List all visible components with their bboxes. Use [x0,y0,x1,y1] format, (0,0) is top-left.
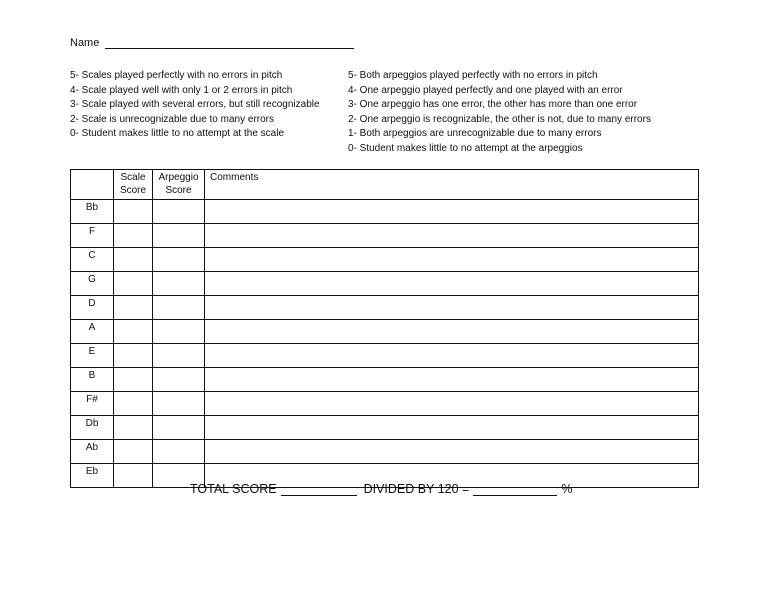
scale-rubric [70,69,320,142]
arpeggio-rubric-item: 0- Student makes little to no attempt at the arpeggios [348,142,583,154]
comments-cell[interactable] [205,248,699,272]
arpeggio-rubric-item: 4- One arpeggio played perfectly and one played with an error [348,84,623,96]
table-row [71,416,699,440]
scale-score-cell[interactable] [114,320,153,344]
scale-rubric-item: 5- Scales played perfectly with no errors in pitch [70,70,283,81]
arpeggio-score-cell[interactable] [153,320,205,344]
arpeggio-rubric-item: 2- One arpeggio is recognizable, the other is not, due to many errors [348,113,651,125]
table-row [71,248,699,272]
table-row [71,272,699,296]
comments-cell[interactable] [205,200,699,224]
scale-score-cell[interactable] [114,440,153,464]
scale-rubric-item: 2- Scale is unrecognizable due to many errors [70,113,274,125]
total-score-row [190,482,572,496]
arpeggio-rubric [348,69,651,156]
comments-cell[interactable] [205,440,699,464]
arpeggio-score-cell[interactable] [153,200,205,224]
table-row [71,440,699,464]
comments-cell[interactable] [205,392,699,416]
comments-cell[interactable] [205,296,699,320]
key-header [71,170,114,200]
scale-score-cell[interactable] [114,416,153,440]
comments-cell[interactable] [205,320,699,344]
key-cell: D [71,296,114,320]
scale-score-cell[interactable] [114,272,153,296]
table-body [71,200,699,488]
scale-score-cell[interactable] [114,392,153,416]
arpeggio-score-cell[interactable] [153,272,205,296]
total-score-label: TOTAL SCORE [190,482,277,496]
arpeggio-score-cell[interactable] [153,224,205,248]
key-cell: Bb [71,200,114,224]
key-cell: C [71,248,114,272]
arpeggio-score-cell[interactable] [153,368,205,392]
score-table [70,169,699,488]
table-row [71,344,699,368]
scale-header-line2: Score [119,185,147,196]
name-blank-line[interactable] [105,37,354,49]
scale-score-cell[interactable] [114,200,153,224]
name-label: Name [70,37,100,49]
key-cell: Db [71,416,114,440]
comments-cell[interactable] [205,272,699,296]
comments-cell[interactable] [205,416,699,440]
scale-score-cell[interactable] [114,296,153,320]
scale-header-line1: Scale [120,172,146,183]
arpeggio-score-cell[interactable] [153,392,205,416]
key-cell: A [71,320,114,344]
comments-cell[interactable] [205,368,699,392]
scale-rubric-item: 3- Scale played with several errors, but still recognizable [70,99,320,110]
table-row [71,200,699,224]
arpeggio-rubric-item: 3- One arpeggio has one error, the other has more than one error [348,99,638,110]
arpeggio-header-line2: Score [165,185,192,196]
name-field-row [70,37,354,49]
table-row [71,296,699,320]
key-cell: Ab [71,440,114,464]
table-row [71,224,699,248]
table-header-row [71,170,699,200]
scale-score-cell[interactable] [114,224,153,248]
key-cell: G [71,272,114,296]
arpeggio-rubric-item: 5- Both arpeggios played perfectly with no errors in pitch [348,70,598,81]
key-cell: B [71,368,114,392]
arpeggio-header-line1: Arpeggio [158,172,199,183]
arpeggio-score-header [153,170,205,200]
arpeggio-score-cell[interactable] [153,296,205,320]
key-cell: Eb [71,464,114,488]
scale-score-header [114,170,153,200]
arpeggio-score-cell[interactable] [153,248,205,272]
table-row [71,392,699,416]
scale-rubric-item: 4- Scale played well with only 1 or 2 errors in pitch [70,84,293,96]
percent-blank[interactable] [473,483,557,496]
total-score-blank[interactable] [281,483,357,496]
arpeggio-score-cell[interactable] [153,416,205,440]
percent-sign: % [561,482,573,496]
arpeggio-rubric-item: 1- Both arpeggios are unrecognizable due to many errors [348,128,602,139]
comments-cell[interactable] [205,224,699,248]
arpeggio-score-cell[interactable] [153,344,205,368]
divided-label: DIVIDED BY 120 = [363,482,470,496]
key-cell: F# [71,392,114,416]
comments-header: Comments [205,170,699,200]
comments-cell[interactable] [205,344,699,368]
scale-score-cell[interactable] [114,464,153,488]
table-row [71,368,699,392]
table-row [71,320,699,344]
scale-score-cell[interactable] [114,344,153,368]
key-cell: F [71,224,114,248]
scale-rubric-item: 0- Student makes little to no attempt at the scale [70,128,285,139]
arpeggio-score-cell[interactable] [153,440,205,464]
key-cell: E [71,344,114,368]
scale-score-cell[interactable] [114,368,153,392]
scale-score-cell[interactable] [114,248,153,272]
